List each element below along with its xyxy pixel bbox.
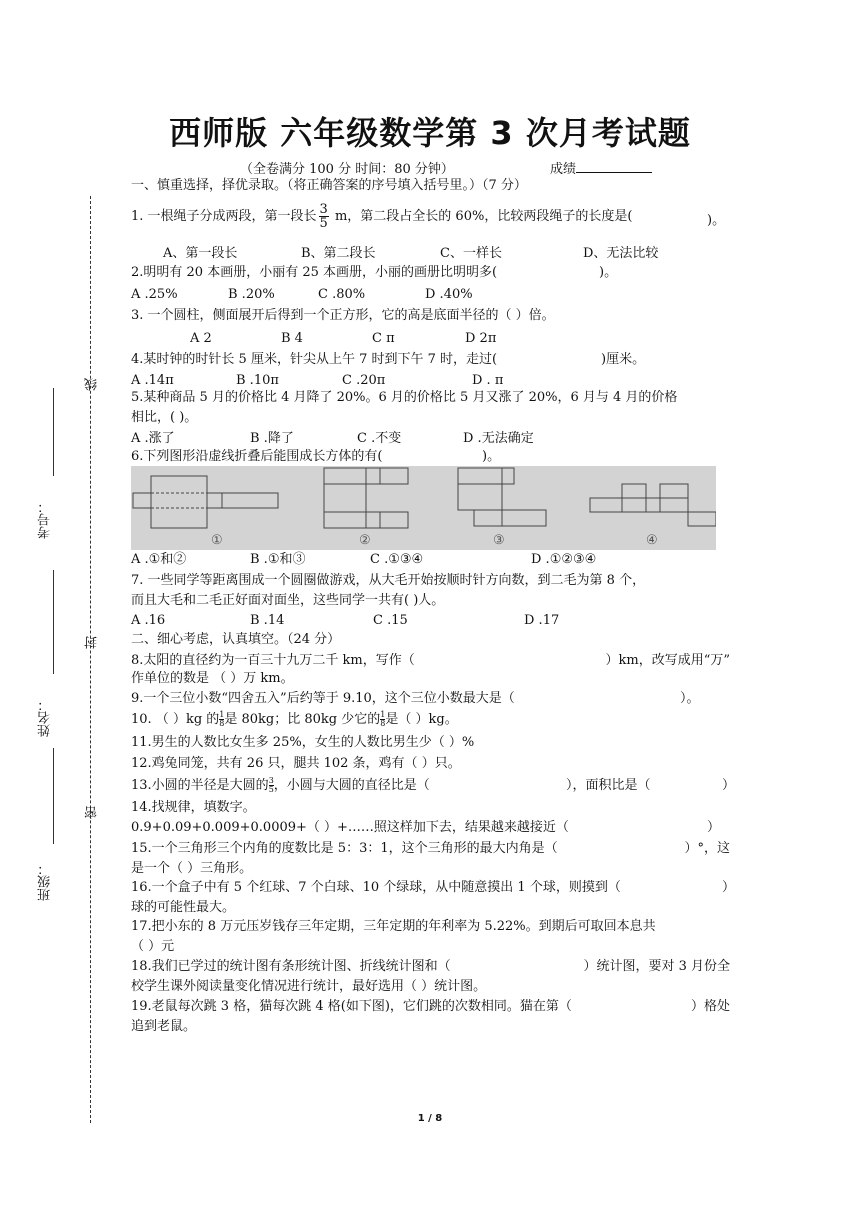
exam-info: （全卷满分 100 分 时间：80 分钟）: [240, 162, 454, 177]
side-label-xian: 线: [85, 378, 100, 391]
q8-line-1-end: ）km，改写成用“万”: [605, 653, 730, 668]
q4-option-d: D . π: [472, 373, 504, 388]
binding-dashed-line: [90, 196, 91, 1123]
figure-label-2: ②: [359, 533, 371, 548]
side-label-mi: 密: [85, 806, 100, 819]
q7-option-a: A .16: [131, 613, 166, 628]
q1-text-2: m，第二段占全长的 60%，比较两段绳子的长度是(: [330, 209, 633, 224]
q4-option-c: C .20π: [342, 373, 386, 388]
q3-option-a: A 2: [190, 331, 212, 346]
figure-label-1: ①: [211, 533, 223, 548]
page-number: 1 / 8: [417, 1113, 443, 1124]
question-17-line-1: 17.把小东的 8 万元压岁钱存三年定期，三年定期的年利率为 5.22%。到期后可取回本息共: [131, 919, 656, 934]
question-8-line-1: 8.太阳的直径约为一百三十九万二千 km，写作（: [131, 653, 415, 668]
q14-end: ）: [707, 820, 721, 835]
q10-text-3: 是（ ）kg。: [385, 712, 458, 727]
question-6: 6.下列图形沿虚线折叠后能围成长方体的有(: [131, 449, 383, 464]
q6-option-c: C .①③④: [370, 552, 424, 567]
q16-end: ）: [722, 880, 736, 895]
question-7-line-1: 7. 一些同学等距离围成一个圆圈做游戏，从大毛开始按顺时针方向数，到二毛为第 8 个，: [131, 573, 646, 588]
q4-option-b: B .10π: [236, 373, 279, 388]
question-15-line-1: 15.一个三角形三个内角的度数比是 5：3：1，这个三角形的最大内角是（: [131, 841, 558, 856]
q13-text-1: 13.小圆的半径是大圆的: [131, 778, 269, 793]
q1-option-c: C、一样长: [440, 246, 502, 261]
figure-label-3: ③: [493, 533, 505, 548]
score-blank[interactable]: [576, 160, 652, 173]
q10-text-2: 是 80kg；比 80kg 少它的: [224, 712, 381, 727]
q7-option-c: C .15: [373, 613, 408, 628]
q1-end: )。: [707, 213, 726, 228]
q2-option-a: A .25%: [131, 287, 178, 302]
box-nets: [131, 466, 716, 550]
q7-option-b: B .14: [250, 613, 285, 628]
fraction-3-5: $\frac{3}{5}$: [319, 202, 328, 231]
section-2-heading: 二、细心考虑，认真填空。（24 分）: [131, 632, 341, 647]
q13-text-3: ），面积比是（: [566, 778, 651, 793]
q10-text-1: 10. （ ）kg 的: [131, 712, 220, 727]
q7-option-d: D .17: [524, 613, 560, 628]
question-17-line-2: （ ）元: [131, 939, 175, 954]
q4-end: )厘米。: [601, 352, 646, 367]
question-13: [131, 777, 430, 795]
figure-label-4: ④: [646, 533, 658, 548]
question-8-line-2: 作单位的数是 （ ）万 km。: [131, 671, 294, 686]
question-18-line-1: 18.我们已学过的统计图有条形统计图、折线统计图和（: [131, 959, 451, 974]
question-14: 14.找规律，填数字。: [131, 800, 256, 815]
question-5-line-2: 相比，( )。: [131, 410, 198, 425]
question-14-line-2: 0.9+0.09+0.009+0.0009+（ ）+……照这样加下去，结果越来越接近（: [131, 820, 569, 835]
question-12: 12.鸡兔同笼，共有 26 只，腿共 102 条，鸡有（ ）只。: [131, 756, 461, 771]
question-19-line-1: 19.老鼠每次跳 3 格，猫每次跳 4 格(如下图)，它们跳的次数相同。猫在第（: [131, 999, 572, 1014]
question-16-line-2: 球的可能性最大。: [131, 900, 236, 915]
question-15-line-2: 是一个（ ）三角形。: [131, 861, 253, 876]
fraction-1-8-b: $\frac{1}{8}$: [380, 710, 386, 728]
side-label-kaohao: 考号：: [38, 500, 53, 539]
q3-option-b: B 4: [281, 331, 303, 346]
q5-option-b: B .降了: [250, 431, 294, 446]
q6-option-d: D .①②③④: [531, 552, 597, 567]
q6-option-b: B .①和③: [250, 552, 306, 567]
fraction-3-5-small: $\frac{3}{5}$: [268, 776, 274, 794]
q2-option-c: C .80%: [318, 287, 366, 302]
question-19-line-2: 追到老鼠。: [131, 1019, 197, 1034]
question-18-line-2: 校学生课外阅读量变化情况进行统计，最好选用（ ）统计图。: [131, 979, 487, 994]
q19-line-1-end: ）格处: [690, 999, 730, 1014]
side-label-feng: 封: [85, 636, 100, 649]
q1-text: 1. 一根绳子分成两段，第一段长: [131, 209, 317, 224]
score-label: 成绩: [550, 162, 577, 177]
q5-option-d: D .无法确定: [463, 431, 534, 446]
q1-option-b: B、第二段长: [301, 246, 376, 261]
xingming-blank[interactable]: [53, 570, 54, 674]
score-field: [550, 158, 652, 177]
q13-text-2: ，小圆与大圆的直径比是（: [273, 778, 430, 793]
q2-end: )。: [599, 265, 618, 280]
question-9: 9.一个三位小数“四舍五入”后约等于 9.10，这个三位小数最大是（: [131, 691, 515, 706]
q2-option-b: B .20%: [228, 287, 275, 302]
side-label-xingming: 姓名：: [38, 698, 53, 737]
q5-option-a: A .涨了: [131, 431, 175, 446]
kaohao-blank[interactable]: [53, 388, 54, 476]
question-10: [131, 711, 458, 729]
q4-option-a: A .14π: [131, 373, 174, 388]
q1-option-a: A、第一段长: [163, 246, 238, 261]
q1-option-d: D、无法比较: [583, 246, 659, 261]
side-label-banji: 班级：: [38, 862, 53, 901]
q6-end: )。: [482, 449, 501, 464]
question-11: 11.男生的人数比女生多 25%，女生的人数比男生少（ ）%: [131, 735, 475, 750]
q13-end: ）: [722, 778, 736, 793]
q2-option-d: D .40%: [425, 287, 473, 302]
question-5-line-1: 5.某种商品 5 月的价格比 4 月降了 20%。6 月的价格比 5 月又涨了 20%，6 月与 4 月的价格: [131, 390, 678, 405]
question-7-line-2: 而且大毛和二毛正好面对面坐，这些同学一共有( )人。: [131, 593, 445, 608]
q5-option-c: C .不变: [357, 431, 402, 446]
question-1: [131, 203, 632, 230]
q9-end: ）。: [680, 691, 700, 706]
question-3: 3. 一个圆柱，侧面展开后得到一个正方形，它的高是底面半径的（ ）倍。: [131, 308, 555, 323]
q15-line-1-end: ）°，这: [684, 841, 730, 856]
question-4: 4.某时钟的时针长 5 厘米，针尖从上午 7 时到下午 7 时，走过(: [131, 352, 498, 367]
page-title: 西师版 六年级数学第 3 次月考试题: [169, 114, 691, 152]
q6-option-a: A .①和②: [131, 552, 187, 567]
box-net-figure: [131, 466, 716, 550]
question-16-line-1: 16.一个盒子中有 5 个红球、7 个白球、10 个绿球，从中随意摸出 1 个球，则摸到（: [131, 880, 621, 895]
banji-blank[interactable]: [53, 748, 54, 844]
fraction-1-8: $\frac{1}{8}$: [219, 710, 225, 728]
q3-option-c: C π: [372, 331, 395, 346]
question-2: 2.明明有 20 本画册，小丽有 25 本画册，小丽的画册比明明多(: [131, 265, 498, 280]
section-1-heading: 一、慎重选择，择优录取。（将正确答案的序号填入括号里。）（7 分）: [131, 178, 527, 193]
q18-line-1-end: ）统计图，要对 3 月份全: [583, 959, 730, 974]
q3-option-d: D 2π: [465, 331, 497, 346]
